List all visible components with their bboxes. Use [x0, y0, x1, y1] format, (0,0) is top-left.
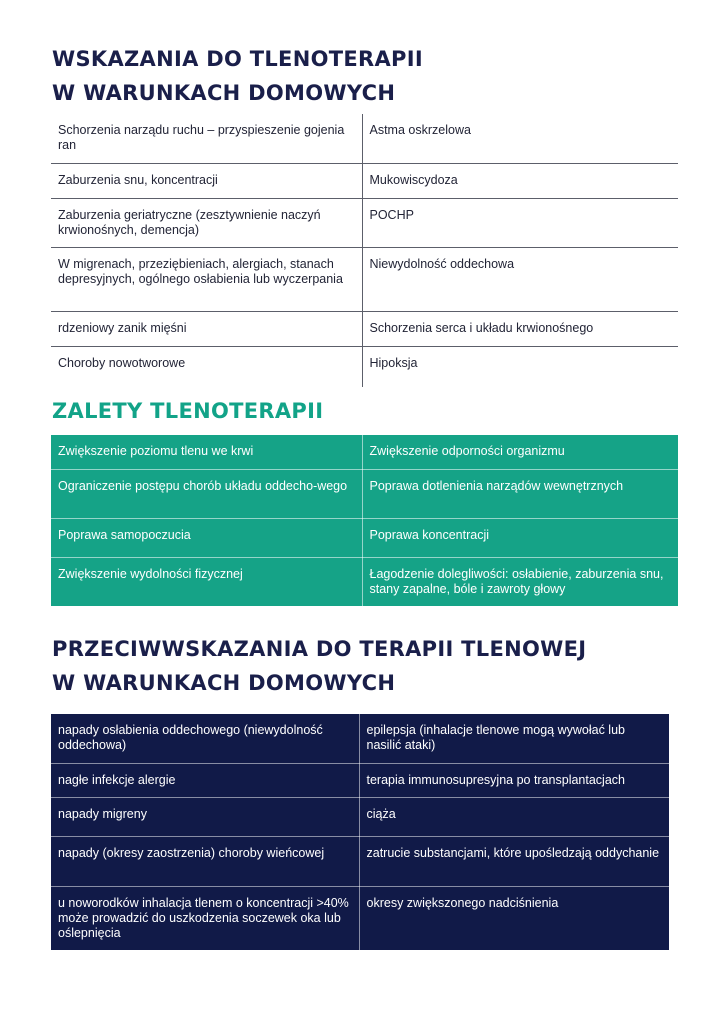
- table-cell: Astma oskrzelowa: [362, 114, 678, 163]
- table-cell: Poprawa samopoczucia: [51, 518, 362, 557]
- table-row: [51, 714, 669, 763]
- table-row: [51, 311, 678, 346]
- table-cell: epilepsja (inhalacje tlenowe mogą wywołać lub nasilić ataki): [359, 714, 669, 763]
- benefits-table: [51, 435, 678, 606]
- table-cell: rdzeniowy zanik mięśni: [51, 311, 362, 346]
- table-row: [51, 198, 678, 247]
- table-cell: Mukowiscydoza: [362, 163, 678, 198]
- table-row: [51, 346, 678, 387]
- table-cell: Zwiększenie wydolności fizycznej: [51, 557, 362, 606]
- table-row: [51, 763, 669, 797]
- table-row: [51, 886, 669, 950]
- table-cell: Poprawa dotlenienia narządów wewnętrznych: [362, 469, 678, 518]
- table-cell: Niewydolność oddechowa: [362, 247, 678, 311]
- table-row: [51, 557, 678, 606]
- table-cell: zatrucie substancjami, które upośledzają oddychanie: [359, 836, 669, 886]
- table-cell: Ograniczenie postępu chorób układu oddecho-wego: [51, 469, 362, 518]
- contraindications-table: [51, 714, 669, 950]
- contraindications-heading: PRZECIWWSKAZANIA DO TERAPII TLENOWEJ W WARUNKACH DOMOWYCH: [52, 637, 587, 695]
- table-cell: Zaburzenia snu, koncentracji: [51, 163, 362, 198]
- indications-table: [51, 114, 678, 387]
- table-row: [51, 247, 678, 311]
- table-cell: napady (okresy zaostrzenia) choroby wieńcowej: [51, 836, 359, 886]
- table-row: [51, 114, 678, 163]
- table-cell: Choroby nowotworowe: [51, 346, 362, 387]
- table-cell: Zaburzenia geriatryczne (zesztywnienie naczyń krwionośnych, demencja): [51, 198, 362, 247]
- table-cell: W migrenach, przeziębieniach, alergiach, stanach depresyjnych, ogólnego osłabienia lub wyczerpania: [51, 247, 362, 311]
- table-cell: napady osłabienia oddechowego (niewydolność oddechowa): [51, 714, 359, 763]
- table-row: [51, 163, 678, 198]
- table-row: [51, 836, 669, 886]
- table-cell: Zwiększenie odporności organizmu: [362, 435, 678, 469]
- table-row: [51, 518, 678, 557]
- table-cell: okresy zwiększonego nadciśnienia: [366, 895, 559, 910]
- table-cell: Zwiększenie poziomu tlenu we krwi: [51, 435, 362, 469]
- table-row: [51, 435, 678, 469]
- table-cell: u noworodków inhalacja tlenem o koncentracji >40% może prowadzić do uszkodzenia soczewek oka lub oślepnięcia: [51, 886, 359, 950]
- table-row: [51, 469, 678, 518]
- table-cell: Schorzenia narządu ruchu – przyspieszenie gojenia ran: [51, 114, 362, 163]
- table-row: [51, 797, 669, 836]
- table-cell: POCHP: [362, 198, 678, 247]
- table-cell: terapia immunosupresyjna po transplantacjach: [359, 763, 669, 797]
- table-cell: Hipoksja: [369, 355, 418, 370]
- indications-heading: WSKAZANIA DO TLENOTERAPII W WARUNKACH DOMOWYCH: [52, 47, 423, 105]
- table-cell: napady migreny: [51, 797, 359, 836]
- table-cell: Schorzenia serca i układu krwionośnego: [362, 311, 678, 346]
- table-cell: Poprawa koncentracji: [362, 518, 678, 557]
- table-cell: nagłe infekcje alergie: [51, 763, 359, 797]
- benefits-heading: ZALETY TLENOTERAPII: [52, 399, 324, 423]
- table-cell: ciąża: [359, 797, 669, 836]
- table-cell: Łagodzenie dolegliwości: osłabienie, zaburzenia snu, stany zapalne, bóle i zawroty głowy: [369, 566, 664, 596]
